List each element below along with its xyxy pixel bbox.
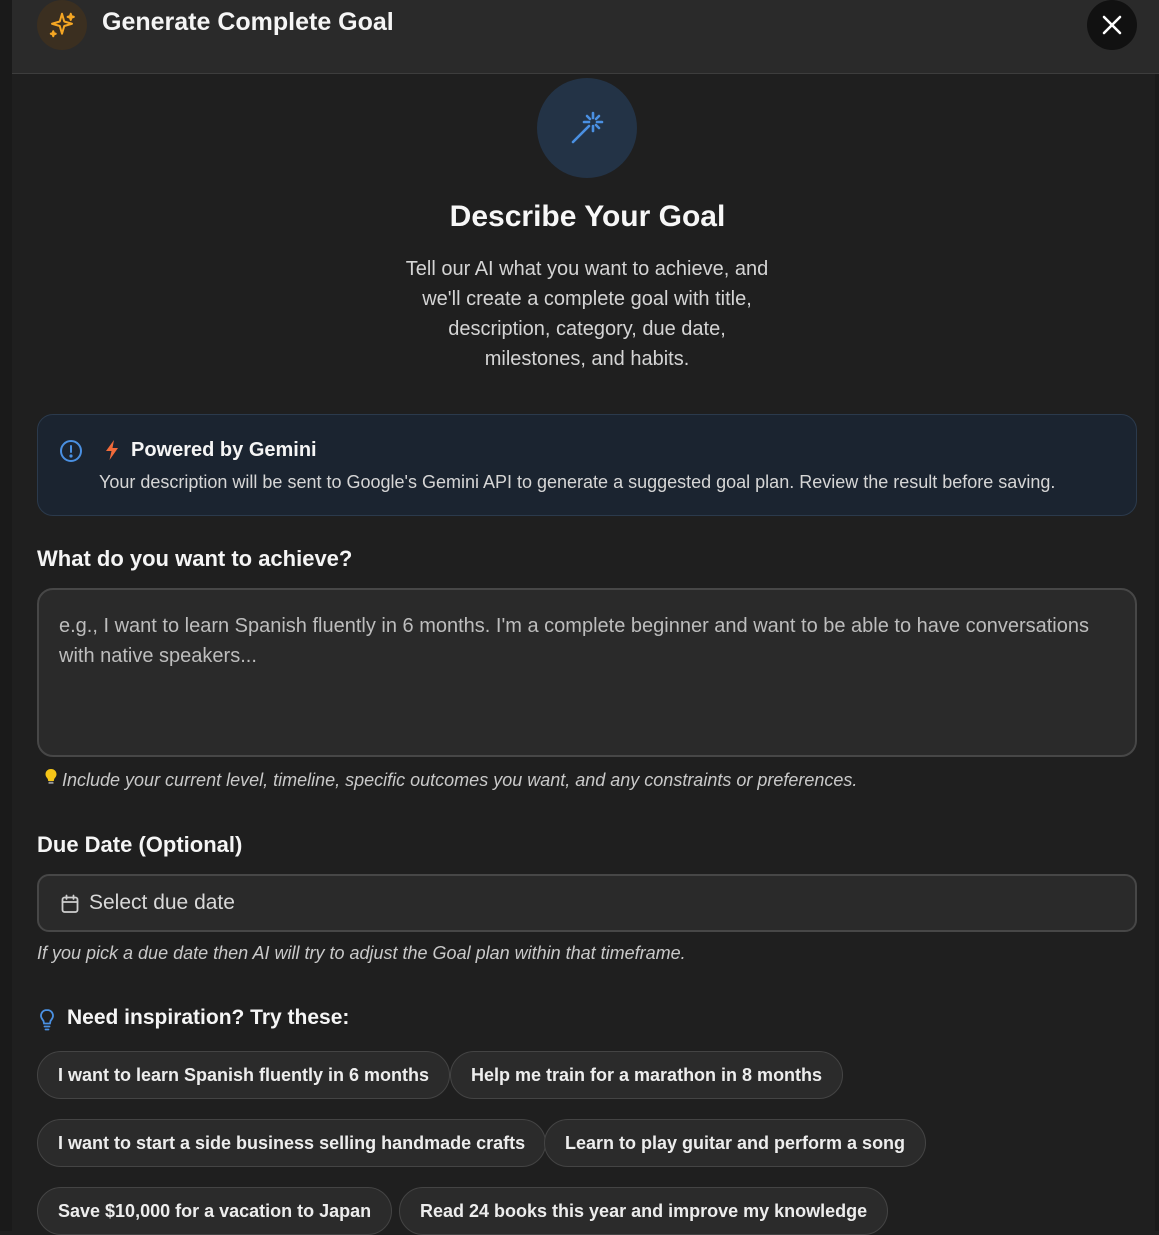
- magic-wand-icon: [537, 78, 637, 178]
- due-date-placeholder: Select due date: [89, 891, 235, 914]
- dialog-header: [12, 0, 1159, 74]
- right-edge: [1155, 0, 1159, 1231]
- goal-hint: [44, 768, 857, 791]
- page-subtitle: Tell our AI what you want to achieve, and we'll create a complete goal with title, description, category, due date, milestones, and habits.: [405, 258, 769, 370]
- goal-hint-text: Include your current level, timeline, specific outcomes you want, and any constraints or preferences.: [62, 770, 858, 790]
- close-button[interactable]: [1087, 0, 1137, 50]
- lightbulb-outline-icon: [38, 1008, 56, 1037]
- due-date-picker[interactable]: [37, 874, 1137, 932]
- suggestion-chip[interactable]: Help me train for a marathon in 8 months: [450, 1051, 843, 1099]
- suggestion-chip[interactable]: Learn to play guitar and perform a song: [544, 1119, 926, 1167]
- calendar-icon: [61, 894, 79, 919]
- goal-description-input[interactable]: [37, 588, 1137, 757]
- suggestion-chip[interactable]: I want to learn Spanish fluently in 6 months: [37, 1051, 450, 1099]
- left-edge: [0, 0, 12, 1231]
- page-title: Describe Your Goal: [449, 200, 726, 233]
- gemini-notice: [37, 414, 1137, 516]
- lightning-icon: [104, 439, 120, 466]
- notice-title: Powered by Gemini: [131, 439, 317, 461]
- inspiration-title: Need inspiration? Try these:: [67, 1006, 350, 1029]
- dialog-title: Generate Complete Goal: [102, 8, 394, 36]
- suggestion-chip[interactable]: Read 24 books this year and improve my knowledge: [399, 1187, 888, 1235]
- suggestion-chip[interactable]: I want to start a side business selling handmade crafts: [37, 1119, 546, 1167]
- due-date-label: Due Date (Optional): [37, 832, 243, 857]
- suggestion-chip[interactable]: Save $10,000 for a vacation to Japan: [37, 1187, 392, 1235]
- close-icon: [1101, 14, 1123, 36]
- due-date-hint: If you pick a due date then AI will try to adjust the Goal plan within that timeframe.: [37, 943, 686, 963]
- sparkles-icon: [37, 0, 87, 50]
- lightbulb-icon: [44, 768, 62, 791]
- goal-label: What do you want to achieve?: [37, 546, 353, 571]
- notice-text: Your description will be sent to Google's Gemini API to generate a suggested goal plan. Review the result before saving.: [99, 472, 1056, 492]
- info-icon: [59, 439, 83, 468]
